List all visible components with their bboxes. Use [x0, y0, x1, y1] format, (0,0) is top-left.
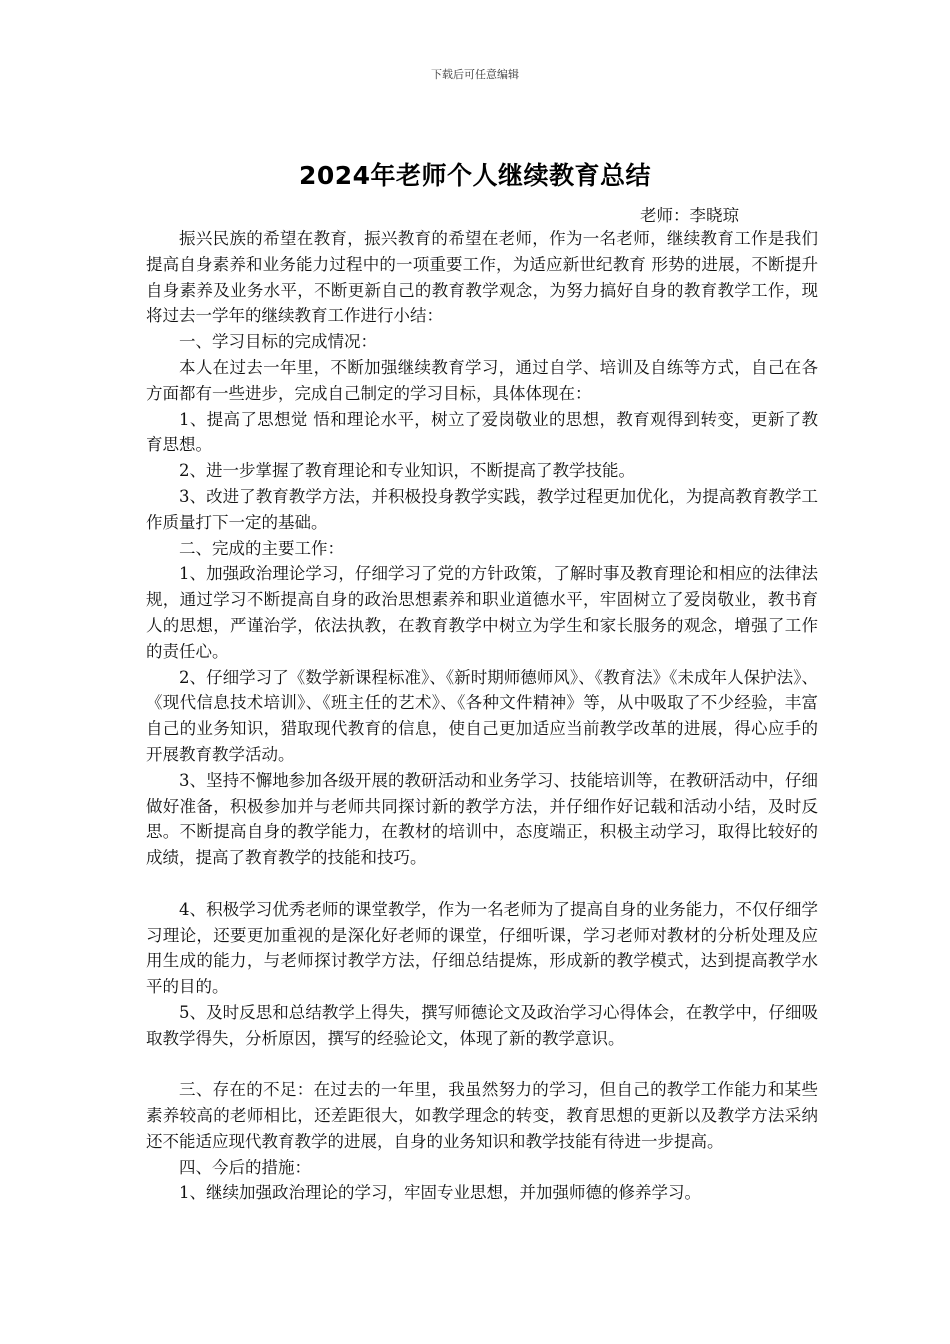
blank-line — [146, 871, 818, 897]
blank-line — [146, 1052, 818, 1078]
intro-paragraph: 振兴民族的希望在教育，振兴教育的希望在老师，作为一名老师，继续教育工作是我们提高自身素养和业务能力过程中的一项重要工作，为适应新世纪教育 形势的进展，不断提升自身素养及业务水平，不断更新自己的教育教学观念，为努力搞好自身的教育教学工作，现将过去一学年的继续教育工作进行小结： — [146, 229, 818, 326]
list-item: 2、仔细学习了《数学新课程标准》、《新时期师德师风》、《教育法》《未成年人保护法》、《现代信息技术培训》、《班主任的艺术》、《各种文件精神》等，从中吸取了不少经验，丰富自己的业务知识，猎取现代教育的信息，使自己更加适应当前教学改革的进展，得心应手的开展教育教学活动。 — [146, 667, 818, 764]
document-title: 2024年老师个人继续教育总结 — [298, 161, 652, 190]
list-item: 3、改进了教育教学方法，并积极投身教学实践，教学过程更加优化，为提高教育教学工作质量打下一定的基础。 — [146, 486, 818, 532]
list-item: 1、加强政治理论学习，仔细学习了党的方针政策，了解时事及教育理论和相应的法律法规，通过学习不断提高自身的政治思想素养和职业道德水平，牢固树立了爱岗敬业，教书育人的思想，严谨治学，依法执教，在教育教学中树立为学生和家长服务的观念，增强了工作的责任心。 — [146, 564, 818, 661]
list-item: 4、积极学习优秀老师的课堂教学，作为一名老师为了提高自身的业务能力，不仅仔细学习理论，还要更加重视的是深化好老师的课堂，仔细听课，学习老师对教材的分析处理及应用生成的能力，与老师探讨教学方法，仔细总结提炼，形成新的教学模式，达到提高教学水平的目的。 — [146, 899, 818, 997]
section-paragraph: 三、存在的不足：在过去的一年里，我虽然努力的学习，但自己的教学工作能力和某些素养较高的老师相比，还差距很大，如教学理念的转变，教育思想的更新以及教学方法采纳还不能适应现代教育教学的进展，自身的业务知识和教学技能有待进一步提高。 — [146, 1080, 818, 1151]
list-item: 5、及时反思和总结教学上得失，撰写师德论文及政治学习心得体会，在教学中，仔细吸取教学得失，分析原因，撰写的经验论文，体现了新的教学意识。 — [146, 1002, 818, 1048]
section-heading: 四、今后的措施： — [179, 1157, 311, 1177]
section-heading: 一、学习目标的完成情况： — [179, 332, 377, 352]
paragraph: 本人在过去一年里，不断加强继续教育学习，通过自学、培训及自练等方式，自己在各方面都有一些进步，完成自己制定的学习目标，具体体现在： — [146, 357, 818, 403]
list-item: 1、继续加强政治理论的学习，牢固专业思想，并加强师德的修养学习。 — [179, 1183, 701, 1203]
list-item: 2、进一步掌握了教育理论和专业知识，不断提高了教学技能。 — [179, 461, 635, 481]
list-item: 3、坚持不懈地参加各级开展的教研活动和业务学习、技能培训等，在教研活动中，仔细做好准备，积极参加并与老师共同探讨新的教学方法，并仔细作好记载和活动小结，及时反思。不断提高自身的教学能力，在教材的培训中，态度端正，积极主动学习，取得比较好的成绩，提高了教育教学的技能和技巧。 — [146, 770, 818, 868]
section-heading: 二、完成的主要工作： — [179, 538, 344, 558]
document-body — [146, 226, 818, 1206]
header-note: 下载后可任意编辑 — [431, 68, 519, 81]
author-line: 老师：李晓琼 — [640, 206, 739, 225]
list-item: 1、提高了思想觉 悟和理论水平，树立了爱岗敬业的思想，教育观得到转变，更新了教育思想。 — [146, 409, 818, 455]
